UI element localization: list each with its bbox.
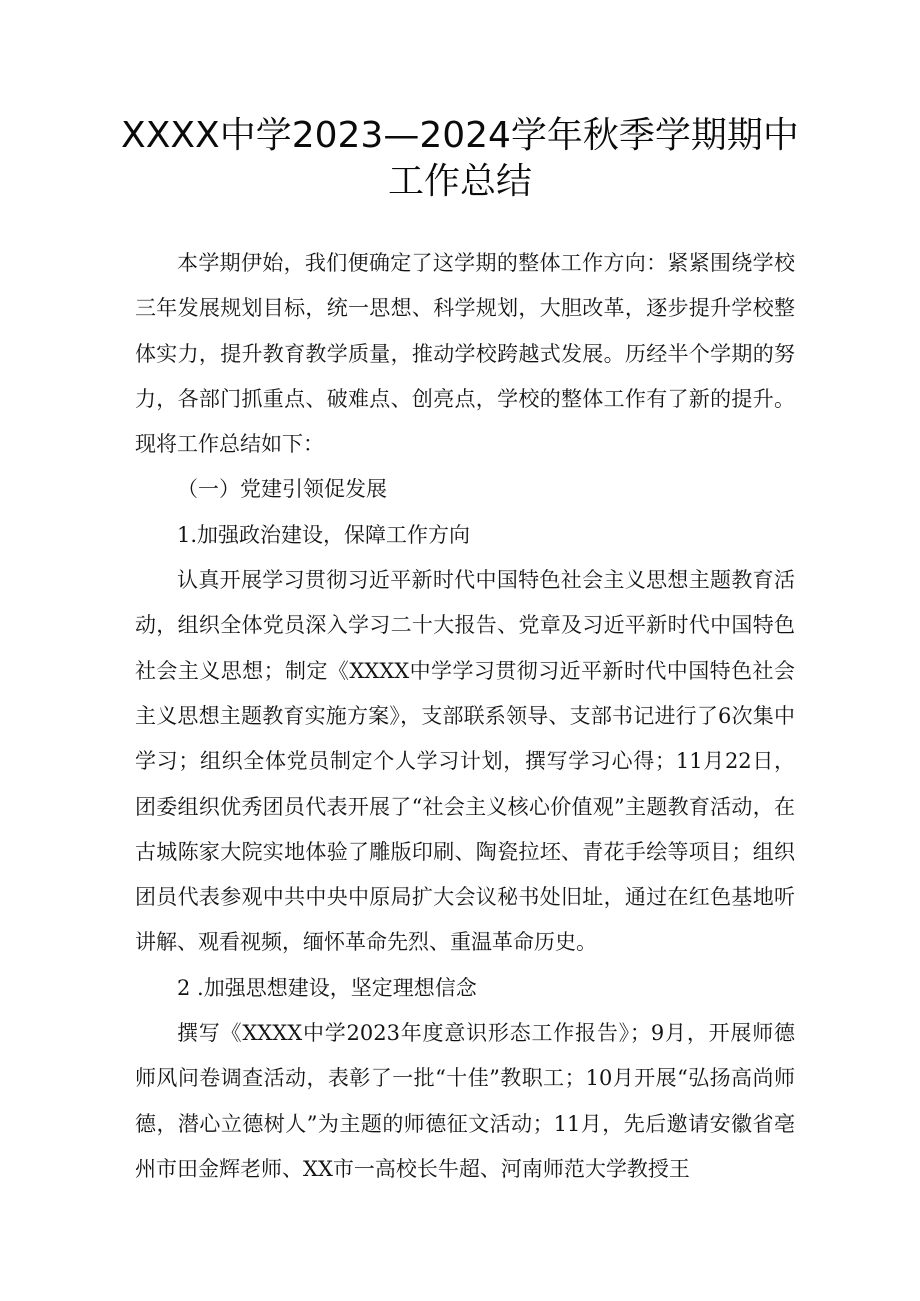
document-body <box>135 241 795 1192</box>
political-construction-paragraph: 认真开展学习贯彻习近平新时代中国特色社会主义思想主题教育活动，组织全体党员深入学习二十大报告、党章及习近平新时代中国特色社会主义思想；制定《XXXX中学学习贯彻习近平新时代中国特色社会主义思想主题教育实施方案》，支部联系领导、支部书记进行了6次集中学习；组织全体党员制定个人学习计划，撰写学习心得；11月22日，团委组织优秀团员代表开展了“社会主义核心价值观”主题教育活动，在古城陈家大院实地体验了雕版印刷、陶瓷拉坯、青花手绘等项目；组织团员代表参观中共中央中原局扩大会议秘书处旧址，通过在红色基地听讲解、观看视频，缅怀革命先烈、重温革命历史。 <box>135 568 795 955</box>
subsection-heading-ideological-construction: 2 .加强思想建设，坚定理想信念 <box>177 975 477 1000</box>
subsection-heading-political-construction: 1.加强政治建设，保障工作方向 <box>177 522 471 547</box>
intro-paragraph: 本学期伊始，我们便确定了这学期的整体工作方向：紧紧围绕学校三年发展规划目标，统一思想、科学规划，大胆改革，逐步提升学校整体实力，提升教育教学质量，推动学校跨越式发展。历经半个学期的努力，各部门抓重点、破难点、创亮点，学校的整体工作有了新的提升。现将工作总结如下： <box>135 251 795 457</box>
ideological-construction-paragraph: 撰写《XXXX中学2023年度意识形态工作报告》；9月，开展师德师风问卷调查活动，表彰了一批“十佳”教职工；10月开展“弘扬高尚师德，潜心立德树人”为主题的师德征文活动；11月，先后邀请安徽省亳州市田金辉老师、XX市一高校长牛超、河南师范大学教授王 <box>135 1021 795 1181</box>
document-title-line-2: 工作总结 <box>387 161 532 202</box>
document-title-line-1: XXXX中学2023—2024学年秋季学期期中 <box>121 115 799 156</box>
section-heading-party-building: （一）党建引领促发展 <box>177 477 387 502</box>
